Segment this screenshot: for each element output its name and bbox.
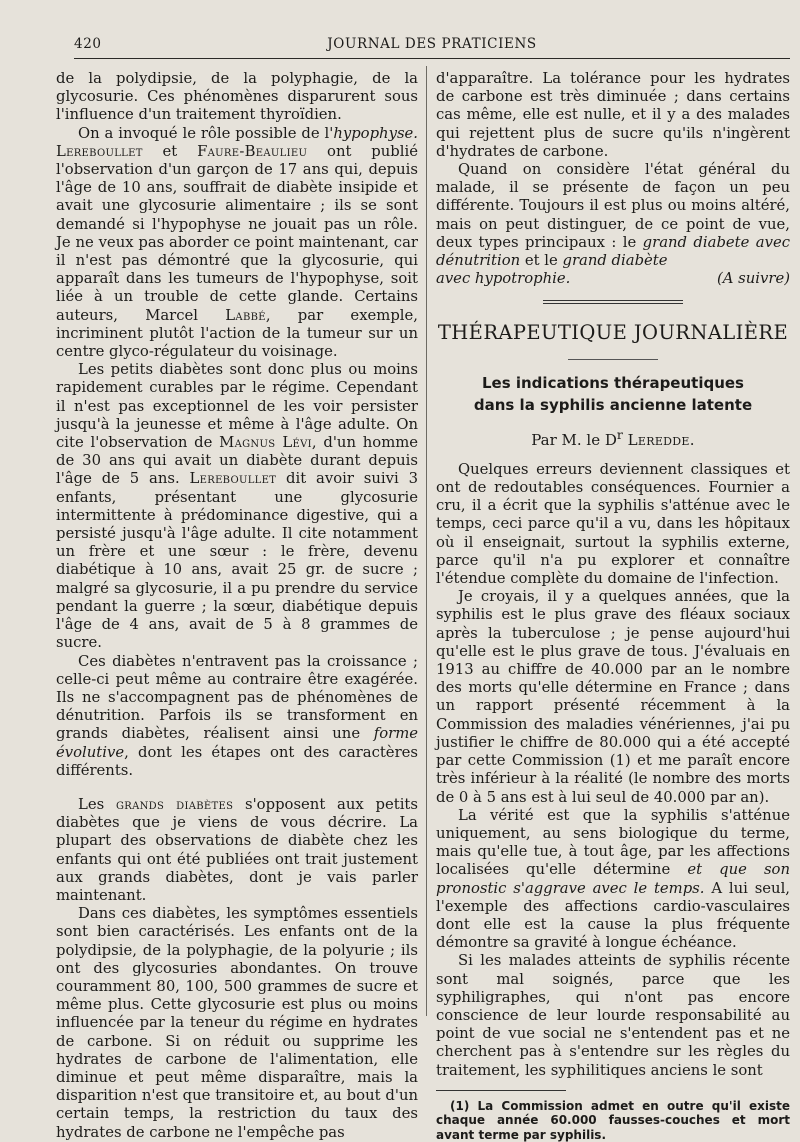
footnote: (1) La Commission admet en outre qu'il existe chaque année 60.000 fausses-couches et mort avant terme par syphilis. [436, 1098, 790, 1142]
paragraph-end: avec hypotrophie. [436, 270, 571, 288]
section-title: THÉRAPEUTIQUE JOURNALIÈRE [437, 321, 789, 345]
paragraph: Je croyais, il y a quelques années, que la syphilis est le plus grave des fléaux sociaux après la tuberculose ; je pense aujourd'hui qu'elle est le plus grave de tous. J'évaluais en 1913 au chiffre de 40.000 par an le nombre des morts qu'elle détermine en France ; dans un rapport présenté récemment à la Commission des maladies vénériennes, j'ai pu justifier le chiffre de 80.000 qui a été accepté par cette Commission (1) et me paraît encore très inférieur à la réalité (le nombre des morts de 0 à 5 ans est à lui seul de 40.000 par an). [436, 588, 790, 806]
paragraph: Si les malades atteints de syphilis récente sont mal soignés, parce que les syphiligraphes, qui n'ont pas encore conscience de leur lourde responsabilité au point de vue social ne s'entendent pas et ne cherchent pas à s'entendre sur les règles du traitement, les syphilitiques anciens le sont [436, 952, 790, 1079]
left-column [56, 70, 418, 1142]
article-title: Les indications thérapeutiques dans la syphilis ancienne latente [473, 373, 753, 414]
to-be-continued: (A suivre) [717, 270, 790, 288]
column-divider [426, 66, 427, 1016]
paragraph: Quand on considère l'état général du malade, il se présente de façon un peu différente. Toujours il est plus ou moins altéré, mais on peut distinguer, de ce point de vue, deux types principaux : le grand diabete avec dénutrition et le grand diabète [436, 161, 790, 270]
continued-line [436, 270, 790, 288]
header-rule [74, 58, 790, 59]
paragraph: Dans ces diabètes, les symptômes essentiels sont bien caractérisés. Les enfants ont de la polydipsie, de la polyphagie, de la polyurie ; ils ont des glycosuries abondantes. On trouve couramment 80, 100, 500 grammes de sucre et même plus. Cette glycosurie est plus ou moins influencée par la teneur du régime en hydrates de carbone. Si on réduit ou supprime les hydrates de carbone de l'alimentation, elle diminue et peut même disparaître, mais la disparition n'est que transitoire et, au bout d'un certain temps, la restriction du taux des hydrates de carbone ne l'empêche pas [56, 905, 418, 1141]
paragraph: La vérité est que la syphilis s'atténue uniquement, au sens biologique du terme, mais qu'elle tue, à tout âge, par les affections localisées qu'elle détermine et que son pronostic s'aggrave avec le temps. A lui seul, l'exemple des affections cardio-vasculaires dont elle est la cause la plus fréquente démontre sa gravité à longue échéance. [436, 806, 791, 952]
footnote-rule [436, 1090, 566, 1091]
paragraph: On a invoqué le rôle possible de l'hypophyse. Lereboullet et Faure-Beaulieu ont publié l'observation d'un garçon de 17 ans qui, depuis l'âge de 10 ans, souffrait de diabète insipide et avait une glycosurie alimentaire ; ils se sont demandé si l'hypophyse ne jouait pas un rôle. Je ne veux pas aborder ce point maintenant, car il n'est pas démontré que la glycosurie, qui apparaît dans les tumeurs de l'hypophyse, soit liée à un trouble de cette glande. Certains auteurs, Marcel Labbé, par exemple, incriminent plutôt l'action de la tumeur sur un centre glyco-régulateur du voisinage. [56, 124, 418, 361]
paragraph: Ces diabètes n'entravent pas la croissance ; celle-ci peut même au contraire être exagérée. Ils ne s'accompagnent pas de phénomènes de dénutrition. Parfois ils se transforment en grands diabètes, réalisent ainsi une forme évolutive, dont les étapes ont des caractères différents. [56, 652, 418, 779]
article-byline: Par M. le $D^r$ Leredde. [531, 426, 695, 449]
journal-title: JOURNAL DES PRATICIENS [327, 36, 537, 52]
page-number: 420 [74, 36, 102, 52]
paragraph: Quelques erreurs deviennent classiques et ont de redoutables conséquences. Fournier a cru, il a écrit que la syphilis s'atténue avec le temps, ceci parce qu'il a vu, dans les hôpitaux où il enseignait, surtout la syphilis externe, parce qu'il n'a pu explorer et connaître l'étendue complète du domaine de l'infection. [436, 460, 790, 588]
page-header [74, 36, 790, 56]
title-rule [568, 359, 658, 360]
section-separator [543, 300, 683, 304]
paragraph: Les grands diabètes s'opposent aux petits diabètes que je viens de vous décrire. La plupart des observations de diabète chez les enfants qui ont été publiées ont trait justement aux grands diabètes, dont je vais parler maintenant. [56, 795, 418, 904]
right-column [436, 70, 790, 1142]
paragraph: de la polydipsie, de la polyphagie, de la glycosurie. Ces phénomènes disparurent sous l'influence d'un traitement thyroïdien. [56, 70, 418, 124]
paragraph: Les petits diabètes sont donc plus ou moins rapidement curables par le régime. Cependant il n'est pas exceptionnel de les voir persister jusqu'à la jeunesse et même à l'âge adulte. On cite l'observation de Magnus Lévi, d'un homme de 30 ans qui avait un diabète durant depuis l'âge de 5 ans. Lereboullet dit avoir suivi 3 enfants, présentant une glycosurie intermittente à prédominance digestive, qui a persisté jusqu'à l'âge adulte. Il cite notamment un frère et une sœur : le frère, devenu diabétique à 10 ans, avait 25 gr. de sucre ; malgré sa glycosurie, il a pu prendre du service pendant la guerre ; la sœur, diabétique depuis l'âge de 4 ans, avait de 5 à 8 grammes de sucre. [56, 361, 419, 652]
paragraph: d'apparaître. La tolérance pour les hydrates de carbone est très diminuée ; dans certains cas même, elle est nulle, et il y a des malades qui rejettent plus de sucre qu'ils n'ingèrent d'hydrates de carbone. [436, 70, 790, 160]
